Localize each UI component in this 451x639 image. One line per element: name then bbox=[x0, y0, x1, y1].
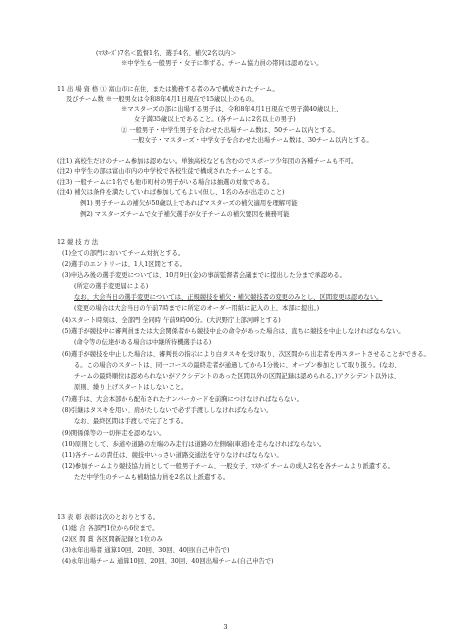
text-line: なお、大会当日の選手変更については、正規競技を補欠・補欠競技者の変更のみとし、区間変更は認めない。 bbox=[74, 294, 383, 301]
text-line: (4)スタート時刻は、全部門 全同時 午前9時00分。(大沢野庁上部河畔とする) bbox=[62, 317, 281, 324]
text-line: (所定の選手変更届による) bbox=[74, 283, 149, 290]
text-line: (3)申込み後の選手変更については、10月9日(金)の事前監督者会議までに提出した分まで承認める。 bbox=[62, 272, 346, 279]
text-line: る。この場合のスタートは、同一コースの最終走者が通過してから1分後に、オープン参加として取り扱う。(なお、 bbox=[74, 362, 401, 369]
text-line: (9)関係係等の一切伴走を認めない。 bbox=[62, 430, 166, 437]
text-line: (注4) 補欠は条件を満たしていれば参加してもよい(但し、1名のみが出走のこと) bbox=[57, 189, 285, 196]
text-line: (注3) 一般チームに1名でも他市町村の男子がいる場合は抽選の対象である。 bbox=[57, 179, 274, 186]
text-line: ※マスターズの部に出場する男子は、令和8年4月1日現在で男子満40歳以上、 bbox=[121, 106, 343, 113]
text-line: 一般女子・マスターズ・中学女子を合わせた出場チーム数は、30チーム以内とする。 bbox=[132, 137, 373, 144]
text-line: (命令等の伝達がある場合は中継所待機選手はる) bbox=[74, 339, 212, 346]
text-line: (6)選手が競技を中止した場合は、審判長の指示により白タスキを受け取り、次区間から出走者を再スタートさせることができる。 bbox=[62, 351, 430, 358]
text-line: (5)選手が競技中に審判員または大会関係者から競技中止の命令があった場合は、直ちに競技を中止しなければならない。 bbox=[62, 328, 405, 335]
text-line: (1)全ての部門においてチーム対抗とする。 bbox=[62, 250, 185, 257]
text-line: 12 競 技 方 法 bbox=[57, 239, 99, 246]
text-line: 及びチーム数 ※一般男女は令和8年4月1日現在で15歳以上のもの。 bbox=[66, 96, 258, 103]
text-line: 例1) 男子チームの補欠が50歳以上であればマスターズの補欠適用を理解可能 bbox=[80, 200, 298, 207]
page-number: 3 bbox=[223, 623, 228, 631]
text-line: (2)選手のエントリーは、1人1区間とする。 bbox=[62, 261, 186, 268]
text-line: 女子満35歳以上であること。(各チームに2名以上の男子) bbox=[134, 116, 296, 123]
text-line: (4)永年出場チーム 通算10回、20回、30回、40回出場チーム(自己申告で) bbox=[62, 558, 274, 565]
text-line: (12)参加チームより競技協力員として一般男子チーム、一般女子、ﾏｽﾀｰｽﾞチームの成人2名を各チームより派遣する。 bbox=[62, 463, 394, 470]
text-line: 例2) マスターズチームで女子補欠選手が女子チームの補欠要因を兼務可能 bbox=[80, 211, 290, 218]
text-line: (11)各チームの責任は、競技中いっさい道路交通法を守りなければならない。 bbox=[62, 452, 283, 459]
text-line: (1)総 合 各部門1位から6位まで。 bbox=[62, 525, 159, 532]
text-line: ただ中学生のチームも補助協力員を2名以上派遣する。 bbox=[74, 474, 230, 481]
text-line: (2)区 間 賞 各区間新記録と1位のみ bbox=[62, 536, 163, 543]
text-line: ※中学生も一般男子・女子に準ずる。チーム協力員の帯同は認めない。 bbox=[121, 60, 323, 67]
text-line: 13 表 彰 表彰は次のとおりとする。 bbox=[57, 514, 160, 521]
text-line: (7)選手は、大会本部から配布されたナンバーカードを前胸につけなければならない。 bbox=[62, 396, 303, 403]
text-line: (3)永年出場者 通算10回、20回、30回、40回(自己申告で) bbox=[62, 547, 230, 554]
text-line: ② 一般男子・中学生男子を合わせた出場チーム数は、50チーム以内とする。 bbox=[121, 127, 339, 134]
text-line: (変更の場合は大会当日の午前7時までに所定のオーダー用紙に記入の上、本部に提出。) bbox=[74, 305, 320, 312]
text-line: (10)原則として、歩道や道路の左端のみ走行は道路の左側端(車道)を走らなければならない。 bbox=[62, 441, 326, 448]
text-line: 11 出 場 資 格 ① 富山市に在住、または勤務する者のみで構成されたチーム。 bbox=[57, 86, 279, 93]
text-line: 原則、繰り上げスタートはしないこと。 bbox=[74, 384, 188, 391]
text-line: チームの最終順位は認められないがアクシデントのあった区間以外の区間記録は認められる。)アクシデント以外は、 bbox=[74, 373, 401, 380]
text-line: (8)引継はタスキを用い、肩がたしないで必ず手渡ししなければならない。 bbox=[62, 407, 273, 414]
text-line: (ﾏｽﾀｰｽﾞ)7名＜監督1名、選手4名、補欠2名以内＞ bbox=[96, 50, 237, 57]
text-line: (注1) 高校生だけのチーム参加は認めない。単独高校なども含むのでスポーツ少年団の各種チームも不可。 bbox=[57, 158, 358, 165]
text-line: なお、最終区間は手渡しで完了とする。 bbox=[74, 418, 188, 425]
text-line: (注2) 中学生の部は富山市内の中学校で各校生徒で構成されたチームとする。 bbox=[57, 168, 276, 175]
